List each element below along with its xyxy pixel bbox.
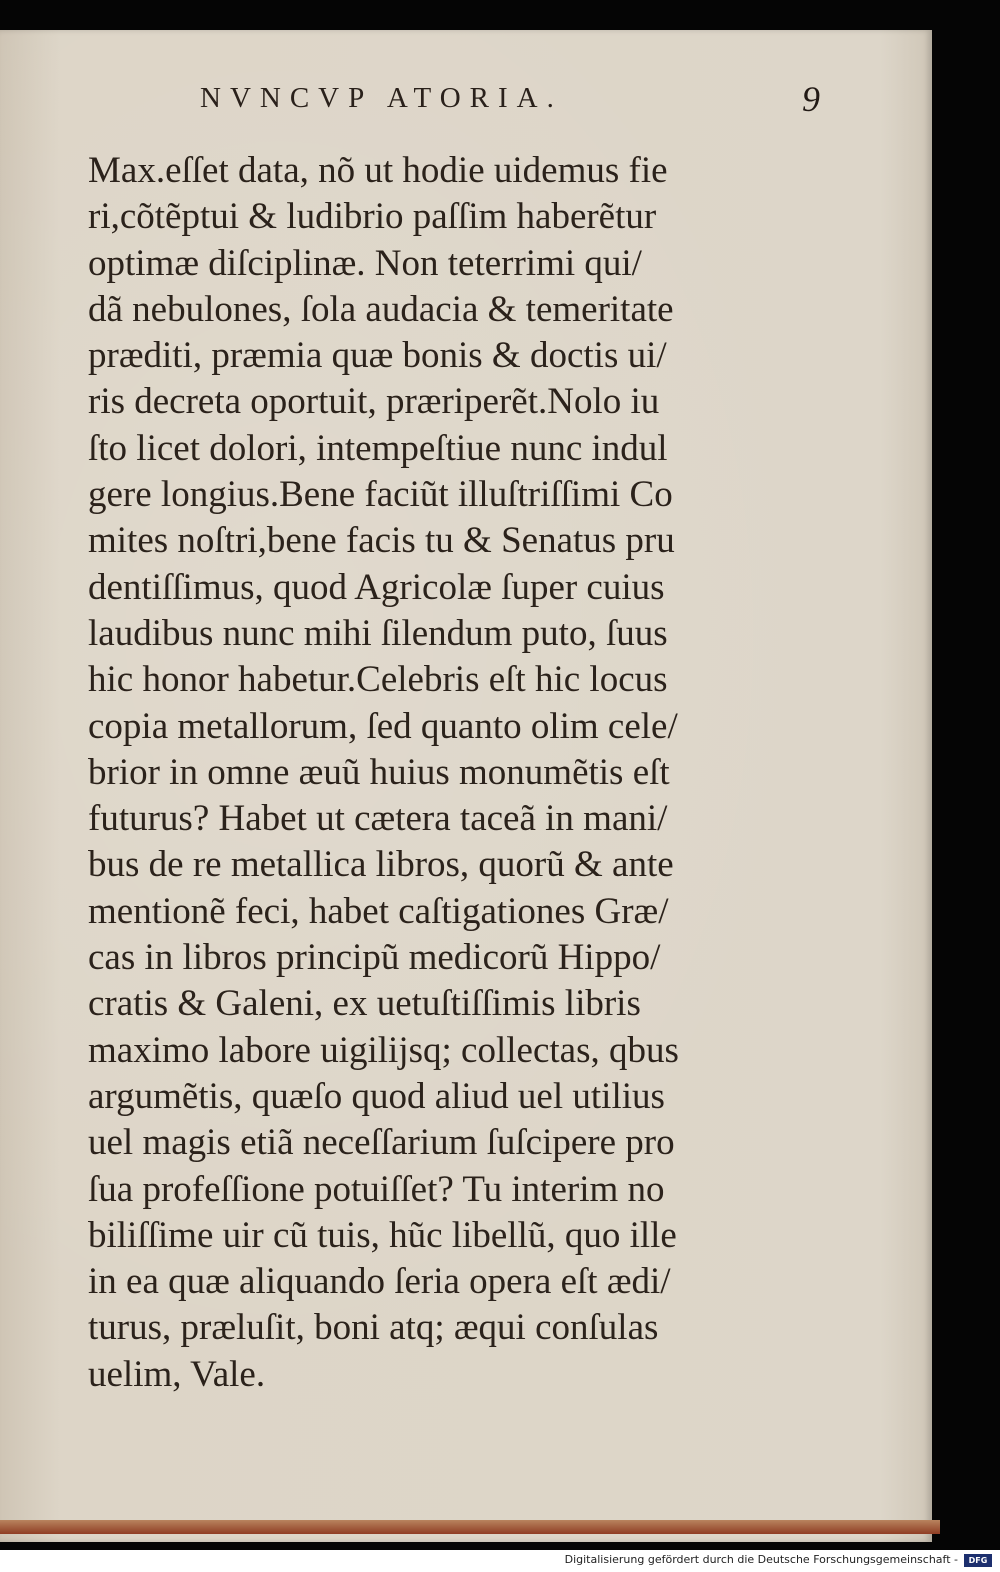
text-line: in ea quæ aliquando ſeria opera eſt ædi/ [88,1261,671,1303]
text-line: cratis & Galeni, ex uetuſtiſſimis libris [88,983,641,1025]
text-line: optimæ diſciplinæ. Non teterrimi qui/ [88,242,642,284]
text-line: argumẽtis, quæſo quod aliud uel utilius [88,1075,665,1117]
page-header [200,79,820,122]
page-edge [0,1520,940,1534]
text-line: cas in libros principũ medicorũ Hippo/ [88,937,661,979]
text-line: gere longius.Bene faciũt illuſtriſſimi Co [88,474,673,516]
text-line: uelim, Vale. [88,1353,266,1395]
text-line: ri,cõtẽptui & ludibrio paſſim haberẽtur [88,196,657,238]
text-block [88,148,808,1398]
text-line: maximo labore uigilijsq; collectas, qbus [88,1029,679,1071]
text-line: mentionẽ feci, habet caſtigationes Græ/ [88,890,669,932]
text-line: Max.eſſet data, nõ ut hodie uidemus fie [88,150,668,191]
text-line: brior in omne æuũ huius monumẽtis eſt [88,751,670,793]
text-line: ris decreta oportuit, præriperẽt.Nolo iu [88,381,660,423]
text-line: biliſſime uir cũ tuis, hũc libellũ, quo ille [88,1214,677,1256]
text-line: mites noſtri,bene facis tu & Senatus pru [88,520,675,562]
dfg-logo: DFG [964,1554,992,1567]
text-line: bus de re metallica libros, quorũ & ante [88,844,674,886]
book-page [0,30,932,1542]
footer-bar [0,1550,1000,1572]
text-line: dentiſſimus, quod Agricolæ ſuper cuius [88,566,665,608]
text-line: uel magis etiã neceſſarium ſuſcipere pro [88,1122,675,1164]
text-line: ſto licet dolori, intempeſtiue nunc indul [88,427,668,469]
text-line: ſua profeſſione potuiſſet? Tu interim no [88,1168,665,1210]
text-line: laudibus nunc mihi ſilendum puto, ſuus [88,612,668,654]
text-line: turus, præluſit, boni atq; æqui conſulas [88,1307,659,1349]
running-head: NVNCVP ATORIA. [200,82,563,114]
text-line: futurus? Habet ut cætera taceã in mani/ [88,798,668,840]
text-line: hic honor habetur.Celebris eſt hic locus [88,659,668,701]
text-line: præditi, præmia quæ bonis & doctis ui/ [88,335,667,377]
text-line: copia metallorum, ſed quanto olim cele/ [88,705,678,747]
text-line: dã nebulones, ſola audacia & temeritate [88,288,674,330]
funding-credit: Digitalisierung gefördert durch die Deutsche Forschungsgemeinschaft - [564,1553,958,1566]
page-number: 9 [802,79,820,119]
